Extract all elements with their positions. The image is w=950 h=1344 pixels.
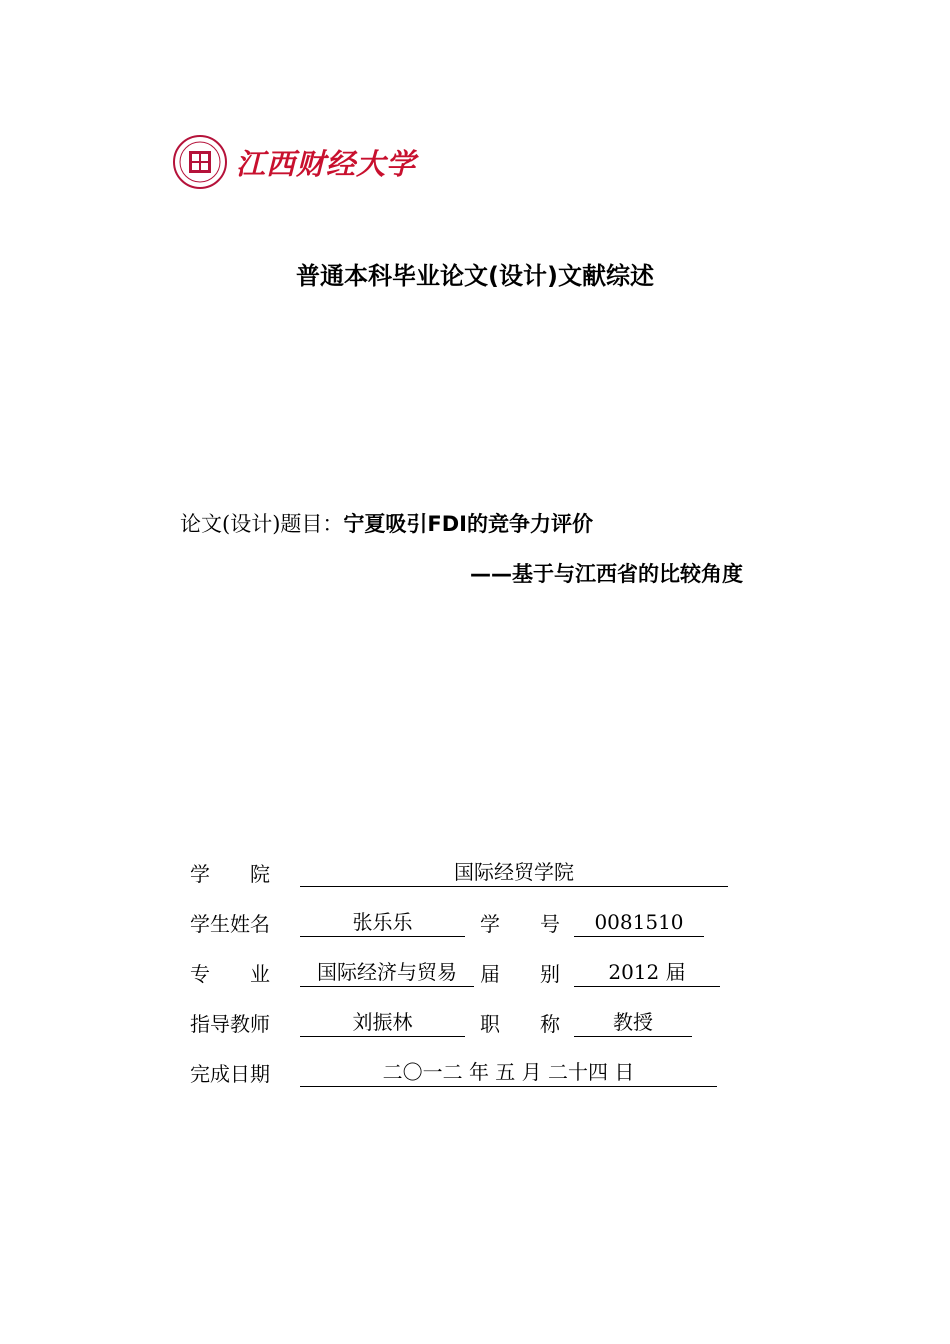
university-name: 江西财经大学 xyxy=(236,146,417,181)
advisor-label: 指导教师 xyxy=(190,1012,270,1036)
completion-date-label: 完成日期 xyxy=(190,1062,270,1086)
university-seal-icon xyxy=(172,134,228,190)
student-id-value: 0081510 xyxy=(574,908,704,937)
college-value: 国际经贸学院 xyxy=(300,858,728,887)
college-label: 学 院 xyxy=(190,862,270,886)
topic-main-title: 宁夏吸引FDI的竞争力评价 xyxy=(343,512,593,536)
student-id-label: 学 号 xyxy=(480,912,560,936)
thesis-topic xyxy=(180,508,593,538)
class-year-value: 2012 届 xyxy=(574,958,720,987)
class-year-label: 届 别 xyxy=(480,962,560,986)
major-label: 专 业 xyxy=(190,962,270,986)
completion-date-value: 二〇一二 年 五 月 二十四 日 xyxy=(300,1058,717,1087)
student-name-label: 学生姓名 xyxy=(190,912,270,936)
advisor-title-label: 职 称 xyxy=(480,1012,560,1036)
advisor-title-value: 教授 xyxy=(574,1008,692,1037)
advisor-value: 刘振林 xyxy=(300,1008,465,1037)
major-value: 国际经济与贸易 xyxy=(300,958,474,987)
document-title: 普通本科毕业论文(设计)文献综述 xyxy=(296,262,654,290)
topic-label: 论文(设计)题目： xyxy=(180,512,344,536)
topic-subtitle: ——基于与江西省的比较角度 xyxy=(470,562,743,586)
university-logo xyxy=(172,132,416,192)
student-name-value: 张乐乐 xyxy=(300,908,465,937)
